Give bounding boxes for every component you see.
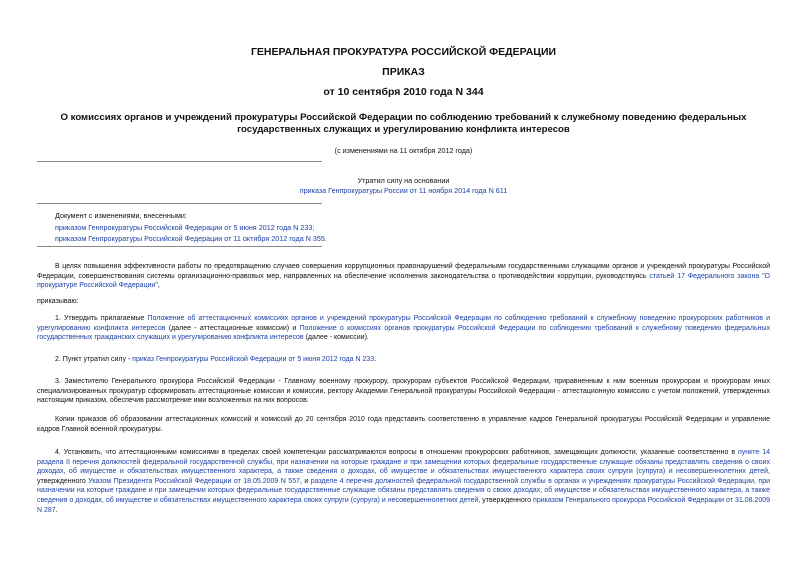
prosecutor-order-link[interactable]: приказом Генерального прокурора Российской Федерации от 31.08.2009 N 287 — [37, 496, 771, 514]
amendment-link[interactable]: приказом Генпрокуратуры Российской Федерации от 11 октября 2012 года N 355. — [55, 234, 327, 243]
paragraph-3-copies: Копии приказов об образовании аттестационных комиссий и комиссий до 20 сентября 2010 года представить соответственно в управление кадров Генеральной прокуратуры Российской Федерации и управление кадров Главной военной прокуратуры. — [37, 416, 770, 433]
amendments-intro: Документ с изменениями, внесенными: — [55, 211, 187, 220]
preamble-paragraph: В целях повышения эффективности работы по предотвращению случаев совершения коррупционных правонарушений федеральными государственными служащими органов и учреждений прокуратуры Российской Федерации, совершенствования системы организационно-правовых мер, направленных на обеспечение исполнения законодательства о противодействии коррупции, руководствуясь статьей 17 Федерального закона "О прокуратуре Российской Федерации", — [37, 263, 770, 290]
amendment-link[interactable]: приказом Генпрокуратуры Российской Федерации от 5 июня 2012 года N 233; — [55, 223, 315, 232]
organization-name: ГЕНЕРАЛЬНАЯ ПРОКУРАТУРА РОССИЙСКОЙ ФЕДЕРАЦИИ — [250, 46, 557, 58]
amended-note: (с изменениями на 11 октября 2012 года) — [334, 146, 473, 155]
divider — [37, 203, 322, 204]
divider — [37, 161, 322, 162]
orders-word: приказываю: — [37, 298, 79, 305]
divider — [37, 246, 322, 247]
attestation-regulation-link[interactable]: Положение об аттестационных комиссиях органов и учреждений прокуратуры Российской Федерации по соблюдению требований к служебному поведению прокурорских работников и урегулированию конфликта интересов — [37, 315, 770, 332]
paragraph-2: 2. Пункт утратил силу - приказ Генпрокуратуры Российской Федерации от 5 июня 2012 года N 233. — [55, 356, 377, 363]
repealing-order-link[interactable]: приказ Генпрокуратуры Российской Федерации от 5 июня 2012 года N 233 — [132, 356, 375, 363]
prosecutor-positions-link[interactable]: разделе 4 перечня должностей федеральной государственной службы в органах и учреждениях прокуратуры Российской Федерации, при назначении на которые граждане и при замещении которых федеральные государственные служащие обязаны представлять сведения о своих доходах, об имуществе и обязательствах имущественного характера, а также сведения о доходах, об имуществе и обязательствах имущественного характера своих супруги (супруга) и несовершеннолетних детей — [37, 477, 771, 504]
paragraph-3: 3. Заместителю Генерального прокурора Российской Федерации - Главному военному прокурору, прокурорам субъектов Российской Федерации, приравненным к ним военным прокурорам и прокурорам иных специализированных прокуратур сформировать аттестационные комиссии и комиссии, ректору Академии Генеральной прокуратуры Российской Федерации - аттестационную комиссию с учетом положений, утвержденных настоящим приказом, обеспечив рассмотрение ими возложенных на них вопросов. — [37, 378, 770, 405]
document-type: ПРИКАЗ — [382, 66, 425, 78]
paragraph-1: 1. Утвердить прилагаемые Положение об аттестационных комиссиях органов и учреждений прокуратуры Российской Федерации по соблюдению требований к служебному поведению прокурорских работников и урегулированию конфликта интересов (далее - аттестационные комиссии) и Положение о комиссиях органов прокуратуры Российской Федерации по соблюдению требований к служебному поведению федеральных государственных гражданских служащих и урегулированию конфликта интересов (далее - комиссии). — [37, 315, 770, 342]
position-list-link[interactable]: пункте 14 раздела II перечня должностей федеральной государственной службы, при назначении на которые граждане и при замещении которых федеральные государственные служащие обязаны представлять сведения о своих доходах, об имуществе и обязательствах имущественного характера, а также сведения о доходах, об имуществе и обязательствах имущественного характера своих супруги (супруга) и несовершеннолетних детей — [37, 449, 770, 476]
lost-force-link[interactable]: приказа Генпрокуратуры России от 11 ноября 2014 года N 611 — [299, 186, 508, 195]
paragraph-4: 4. Установить, что аттестационными комиссиями в пределах своей компетенции рассматриваются вопросы в отношении прокурорских работников, замещающих должности, указанные соответственно в пункте 14 раздела II перечня должностей федеральной государственной службы, при назначении на которые граждане и при замещении которых федеральные государственные служащие обязаны представлять сведения о своих доходах, об имуществе и обязательствах имущественного характера, а также сведения о доходах, об имуществе и обязательствах имущественного характера своих супруги (супруга) и несовершеннолетних детей, утвержденного Указом Президента Российской Федерации от 18.05.2009 N 557, и разделе 4 перечня должностей федеральной государственной службы в органах и учреждениях прокуратуры Российской Федерации, при назначении на которые граждане и при замещении которых федеральные государственные служащие обязаны представлять сведения о своих доходах, об имуществе и обязательствах имущественного характера, а также сведения о доходах, об имуществе и обязательствах имущественного характера своих супруги (супруга) и несовершеннолетних детей, утвержденного приказом Генерального прокурора Российской Федерации от 31.08.2009 N 287. — [37, 449, 771, 514]
lost-force-text: Утратил силу на основании — [357, 176, 450, 185]
law-article-link[interactable]: статьей 17 Федерального закона "О прокуратуре Российской Федерации" — [37, 272, 770, 290]
presidential-decree-link[interactable]: Указом Президента Российской Федерации от 18.05.2009 N 557 — [88, 477, 300, 485]
document-date: от 10 сентября 2010 года N 344 — [323, 86, 484, 98]
commission-regulation-link[interactable]: Положение о комиссиях органов прокуратуры Российской Федерации по соблюдению требований к служебному поведению федеральных государственных гражданских служащих и урегулированию конфликта интересов — [37, 324, 770, 342]
document-title: О комиссиях органов и учреждений прокуратуры Российской Федерации по соблюдению требований к служебному поведению федеральных государственных служащих и урегулированию конфликта интересов — [60, 112, 747, 135]
